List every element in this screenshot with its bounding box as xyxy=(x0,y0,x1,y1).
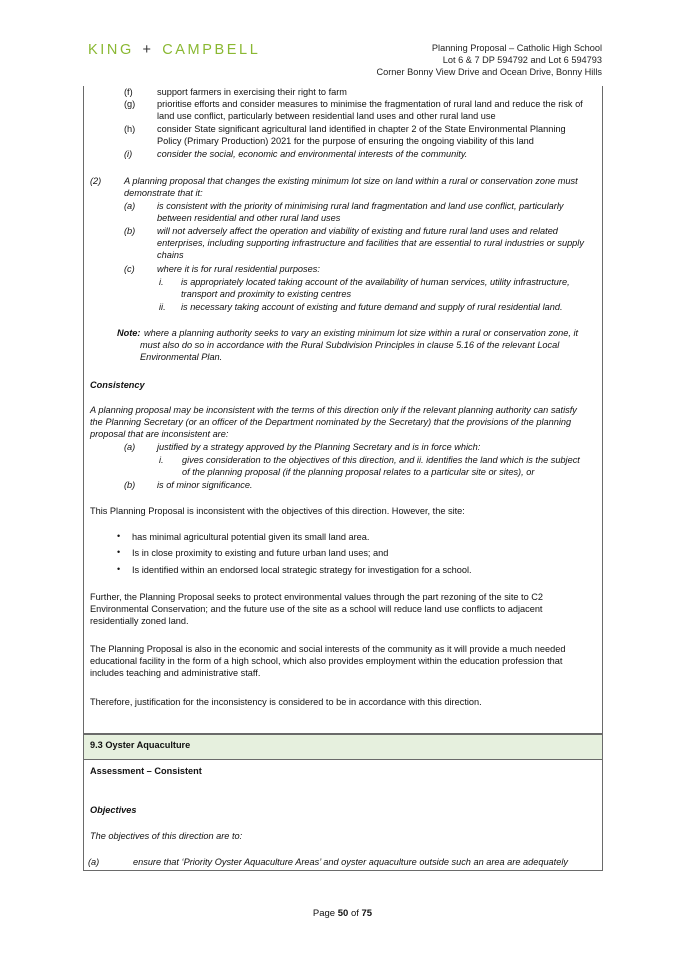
clause-2-label-c: (c) xyxy=(124,264,135,274)
clause-2-text-a-1: is consistent with the priority of minimising rural land fragmentation and land use conflict, particularly xyxy=(157,201,564,211)
clause-2-text-a-2: between residential and other rural land uses xyxy=(157,213,341,223)
consistency-para-3: proposal that are inconsistent are: xyxy=(90,429,229,439)
body-para-1-line-2: Environmental Conservation; and the future use of the site as a school will reduce land use conflicts to adjacent xyxy=(90,604,543,614)
clause-2-text-b-1: will not adversely affect the operation and viability of existing and future rural land uses and related xyxy=(157,226,558,236)
section-title: 9.3 Oyster Aquaculture xyxy=(90,740,191,750)
note-text-3: Environmental Plan. xyxy=(140,352,223,362)
clause-2-text-1: A planning proposal that changes the existing minimum lot size on land within a rural or conservation zone must xyxy=(124,176,578,186)
assessment-label: Assessment – Consistent xyxy=(90,766,202,776)
objectives-heading: Objectives xyxy=(90,805,137,815)
body-para-3: Therefore, justification for the inconsistency is considered to be in accordance with this direction. xyxy=(90,697,482,707)
clause-2-text-c-i-2: transport and proximity to existing centres xyxy=(181,289,352,299)
objectives-intro: The objectives of this direction are to: xyxy=(90,831,243,841)
clause-2-text-c-i-1: is appropriately located taking account of the availability of human services, utility infrastructure, xyxy=(181,277,570,287)
logo-king: KING xyxy=(88,42,134,58)
clause-2-text-b-3: chains xyxy=(157,250,184,260)
consistency-para-2: the Planning Secretary (or an officer of the Department nominated by the Secretary) that the provisions of the planning xyxy=(90,417,572,427)
consistency-text-a-i-2: of the planning proposal (if the planning proposal relates to a particular site or sites), or xyxy=(182,467,535,477)
objective-text-a: ensure that ‘Priority Oyster Aquaculture Areas’ and oyster aquaculture outside such an area are adequately xyxy=(133,857,568,867)
bullet-text-2: Is in close proximity to existing and future urban land uses; and xyxy=(132,548,389,558)
body-para-1-line-3: residentially zoned land. xyxy=(90,616,189,626)
list-text-h-2: Policy (Primary Production) 2021 for the purpose of ensuring the ongoing viability of this land xyxy=(157,136,534,146)
body-para-2-line-2: educational facility in the form of a high school, which also provides employment within the education profession that xyxy=(90,656,563,666)
body-para-2-line-3: includes teaching and administrative staff. xyxy=(90,668,261,678)
bullet-dot-1: • xyxy=(117,531,121,541)
body-para-1-line-1: Further, the Planning Proposal seeks to protect environmental values through the part rezoning of the site to C2 xyxy=(90,592,544,602)
list-label-h: (h) xyxy=(124,124,136,134)
footer-of: of xyxy=(348,908,362,919)
consistency-para-1: A planning proposal may be inconsistent with the terms of this direction only if the relevant planning authority can satisfy xyxy=(90,405,577,415)
page-footer xyxy=(0,908,685,919)
body-para-2-line-1: The Planning Proposal is also in the economic and social interests of the community as it will provide a much needed xyxy=(90,644,566,654)
consistency-label-b: (b) xyxy=(124,480,136,490)
logo-campbell: CAMPBELL xyxy=(162,42,261,58)
clause-2-text-c-ii: is necessary taking account of existing and future demand and supply of rural residential land. xyxy=(181,302,563,312)
list-text-h-1: consider State significant agricultural land identified in chapter 2 of the State Environmental Planning xyxy=(157,124,566,134)
footer-total-pages: 75 xyxy=(361,908,373,919)
header-line-3: Corner Bonny View Drive and Ocean Drive, Bonny Hills xyxy=(376,67,602,78)
header-line-2: Lot 6 & 7 DP 594792 and Lot 6 594793 xyxy=(442,55,602,66)
objective-label-a: (a) xyxy=(88,857,100,867)
body-intro: This Planning Proposal is inconsistent with the objectives of this direction. However, the site: xyxy=(90,506,465,516)
note-text-1: where a planning authority seeks to vary an existing minimum lot size within a rural or conservation zone, it xyxy=(144,328,579,338)
clause-2-label-c-ii: ii. xyxy=(159,302,166,312)
consistency-label-a-i: i. xyxy=(159,455,164,465)
bullet-text-1: has minimal agricultural potential given its small land area. xyxy=(132,532,370,542)
clause-2-text-c: where it is for rural residential purposes: xyxy=(157,264,320,274)
list-label-f: (f) xyxy=(124,87,133,97)
clause-2-text-b-2: enterprises, including supporting infrastructure and facilities that are essential to rural industries or supply xyxy=(157,238,584,248)
footer-prefix: Page xyxy=(312,908,338,919)
footer-page-number: 50 xyxy=(337,908,349,919)
bullet-dot-2: • xyxy=(117,547,121,557)
logo-plus: + xyxy=(142,42,154,58)
list-text-f: support farmers in exercising their right to farm xyxy=(157,87,347,97)
note-label: Note: xyxy=(117,328,141,338)
consistency-label-a: (a) xyxy=(124,442,136,452)
note-text-2: must also do so in accordance with the Rural Subdivision Principles in clause 5.16 of the relevant Local xyxy=(140,340,560,350)
list-text-g-2: land use conflict, particularly between residential land uses and other rural land use xyxy=(157,111,496,121)
bullet-text-3: Is identified within an endorsed local strategic strategy for investigation for a school. xyxy=(132,565,472,575)
header-line-1: Planning Proposal – Catholic High School xyxy=(431,43,602,53)
bullet-dot-3: • xyxy=(117,564,121,574)
consistency-text-a: justified by a strategy approved by the Planning Secretary and is in force which: xyxy=(157,442,481,452)
consistency-text-b: is of minor significance. xyxy=(157,480,253,490)
list-label-g: (g) xyxy=(124,99,136,109)
list-text-i: consider the social, economic and environmental interests of the community. xyxy=(157,149,468,159)
clause-2-label-c-i: i. xyxy=(159,277,164,287)
document-header xyxy=(376,42,602,79)
list-text-g-1: prioritise efforts and consider measures to minimise the fragmentation of rural land and reduce the risk of xyxy=(157,99,583,109)
consistency-heading: Consistency xyxy=(90,380,145,390)
consistency-text-a-i-1: gives consideration to the objectives of this direction, and ii. identifies the land which is the subject xyxy=(182,455,580,465)
company-logo xyxy=(88,42,260,58)
clause-2-label-b: (b) xyxy=(124,226,136,236)
clause-2-label-a: (a) xyxy=(124,201,136,211)
list-label-i: (i) xyxy=(124,149,133,159)
clause-2-number: (2) xyxy=(90,176,102,186)
clause-2-text-2: demonstrate that it: xyxy=(124,188,203,198)
